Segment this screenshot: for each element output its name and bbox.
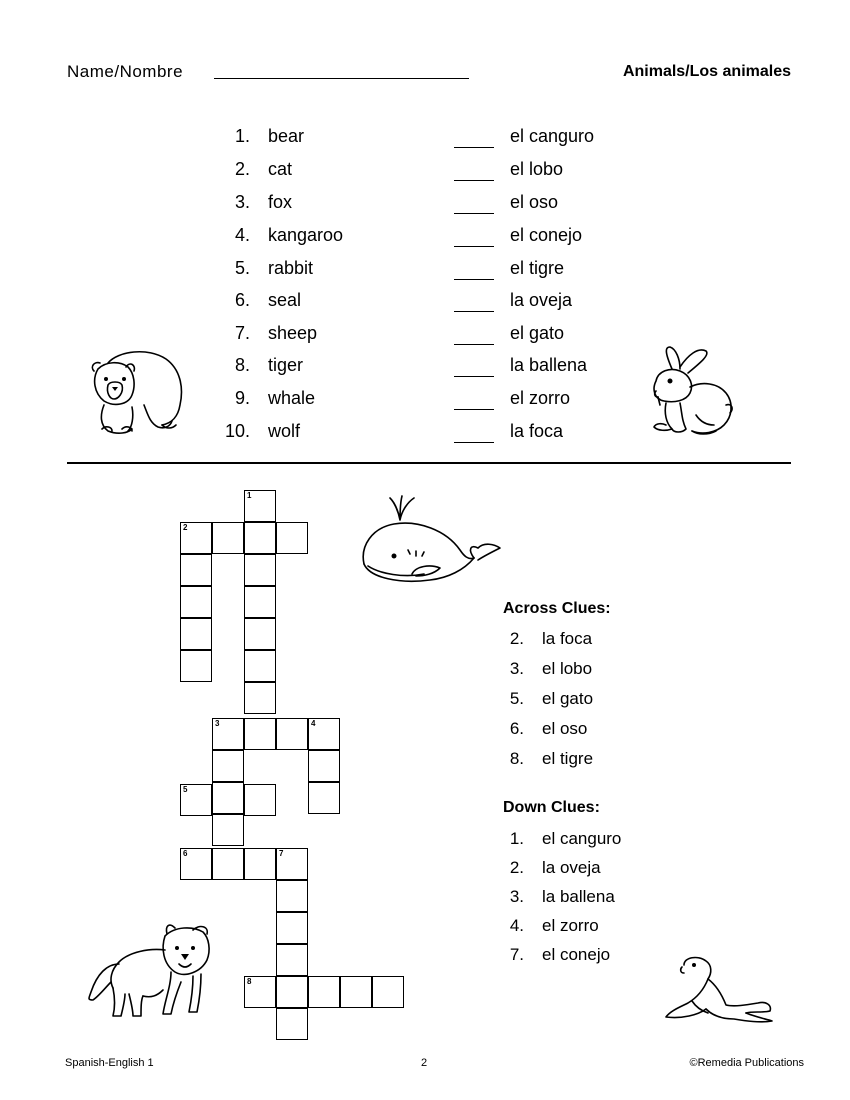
clue-number: 6: [183, 849, 188, 858]
clue-text: el tigre: [542, 749, 594, 768]
answer-blank[interactable]: [454, 180, 494, 181]
clue-text: la foca: [542, 629, 593, 648]
answer-blank[interactable]: [454, 279, 494, 280]
crossword-cell[interactable]: [180, 848, 212, 880]
clue-number: 7: [279, 849, 284, 858]
clue-text: la ballena: [542, 887, 615, 906]
spanish-word: la oveja: [510, 290, 573, 310]
crossword-cell[interactable]: [276, 976, 308, 1008]
page-title: Animals/Los animales: [622, 63, 791, 80]
clue-text: el zorro: [542, 916, 599, 935]
crossword-cell[interactable]: [244, 490, 276, 522]
answer-blank[interactable]: [454, 344, 494, 345]
spanish-word: el oso: [510, 192, 559, 212]
english-word: seal: [268, 290, 302, 310]
answer-blank[interactable]: [454, 409, 494, 410]
spanish-word: el zorro: [510, 388, 571, 408]
clue-num: 1.: [509, 829, 524, 848]
match-row: [0, 126, 850, 152]
answer-blank[interactable]: [454, 442, 494, 443]
answer-blank[interactable]: [454, 246, 494, 247]
clue-num: 3.: [509, 887, 524, 906]
crossword-cell[interactable]: [212, 782, 244, 814]
english-word: wolf: [268, 421, 301, 441]
wolf-icon: [85, 920, 220, 1020]
down-clues-title: Down Clues:: [503, 799, 600, 816]
crossword-cell[interactable]: [244, 718, 276, 750]
clue-num: 4.: [509, 916, 524, 935]
answer-blank[interactable]: [454, 311, 494, 312]
clue-num: 7.: [509, 945, 524, 964]
crossword-cell[interactable]: [244, 848, 276, 880]
clue-num: 6.: [509, 719, 524, 738]
english-word: rabbit: [268, 258, 314, 278]
spanish-word: el gato: [510, 323, 565, 343]
item-number: 7.: [234, 323, 250, 343]
crossword-cell[interactable]: [308, 750, 340, 782]
item-number: 3.: [234, 192, 250, 212]
crossword-cell[interactable]: [276, 718, 308, 750]
answer-blank[interactable]: [454, 213, 494, 214]
name-label: Name/Nombre: [67, 62, 184, 81]
spanish-word: el tigre: [510, 258, 565, 278]
crossword-cell[interactable]: [212, 750, 244, 782]
item-number: 9.: [234, 388, 250, 408]
footer-left: Spanish-English 1: [65, 1057, 154, 1069]
spanish-word: el lobo: [510, 159, 564, 179]
crossword-cell[interactable]: [180, 522, 212, 554]
crossword-cell[interactable]: [212, 718, 244, 750]
match-row: [0, 290, 850, 316]
crossword-cell[interactable]: [244, 682, 276, 714]
crossword-cell[interactable]: [308, 782, 340, 814]
crossword-cell[interactable]: [180, 650, 212, 682]
crossword-cell[interactable]: [180, 554, 212, 586]
crossword-cell[interactable]: [180, 618, 212, 650]
whale-icon: [360, 490, 505, 590]
crossword-cell[interactable]: [276, 944, 308, 976]
spanish-word: la foca: [510, 421, 564, 441]
crossword-cell[interactable]: [308, 976, 340, 1008]
english-word: bear: [268, 126, 305, 146]
clue-number: 4: [311, 719, 316, 728]
clue-text: el canguro: [542, 829, 622, 848]
crossword-cell[interactable]: [244, 650, 276, 682]
clue-number: 8: [247, 977, 252, 986]
item-number: 1.: [234, 126, 250, 146]
crossword-cell[interactable]: [276, 912, 308, 944]
crossword-cell[interactable]: [212, 522, 244, 554]
english-word: tiger: [268, 355, 304, 375]
crossword-cell[interactable]: [212, 814, 244, 846]
answer-blank[interactable]: [454, 147, 494, 148]
crossword-cell[interactable]: [244, 554, 276, 586]
item-number: 5.: [234, 258, 250, 278]
item-number: 10.: [224, 421, 250, 441]
crossword-cell[interactable]: [180, 586, 212, 618]
clue-number: 5: [183, 785, 188, 794]
item-number: 6.: [234, 290, 250, 310]
name-line[interactable]: [214, 78, 469, 79]
english-word: sheep: [268, 323, 318, 343]
crossword-cell[interactable]: [340, 976, 372, 1008]
bear-icon: [88, 345, 188, 437]
clue-num: 5.: [509, 689, 524, 708]
crossword-cell[interactable]: [372, 976, 404, 1008]
crossword-cell[interactable]: [180, 784, 212, 816]
clue-number: 1: [247, 491, 252, 500]
clue-num: 8.: [509, 749, 524, 768]
crossword-cell[interactable]: [244, 976, 276, 1008]
across-clues-title: Across Clues:: [503, 600, 611, 617]
seal-icon: [662, 955, 774, 1025]
crossword-cell[interactable]: [244, 586, 276, 618]
footer-right: ©Remedia Publications: [689, 1057, 804, 1069]
spanish-word: el canguro: [510, 126, 595, 146]
rabbit-icon: [636, 345, 736, 440]
crossword-cell[interactable]: [276, 522, 308, 554]
crossword-cell[interactable]: [244, 618, 276, 650]
english-word: cat: [268, 159, 293, 179]
clue-num: 2.: [509, 858, 524, 877]
match-row: [0, 225, 850, 251]
match-row: [0, 192, 850, 218]
crossword-cell[interactable]: [244, 784, 276, 816]
clue-number: 3: [215, 719, 220, 728]
match-row: [0, 159, 850, 185]
clue-num: 3.: [509, 659, 524, 678]
answer-blank[interactable]: [454, 376, 494, 377]
crossword-cell[interactable]: [308, 718, 340, 750]
clue-text: el conejo: [542, 945, 611, 964]
clue-text: el oso: [542, 719, 588, 738]
english-word: whale: [268, 388, 316, 408]
english-word: fox: [268, 192, 293, 212]
crossword-cell[interactable]: [276, 848, 308, 880]
page-number: 2: [421, 1057, 428, 1069]
crossword-cell[interactable]: [212, 848, 244, 880]
item-number: 2.: [234, 159, 250, 179]
crossword-cell[interactable]: [276, 880, 308, 912]
clue-num: 2.: [509, 629, 524, 648]
item-number: 4.: [234, 225, 250, 245]
section-divider: [67, 462, 791, 464]
crossword-cell[interactable]: [244, 522, 276, 554]
match-row: [0, 258, 850, 284]
clue-text: la oveja: [542, 858, 601, 877]
clue-text: el gato: [542, 689, 594, 708]
item-number: 8.: [234, 355, 250, 375]
english-word: kangaroo: [268, 225, 344, 245]
clue-text: el lobo: [542, 659, 593, 678]
spanish-word: el conejo: [510, 225, 583, 245]
spanish-word: la ballena: [510, 355, 588, 375]
clue-number: 2: [183, 523, 188, 532]
crossword-cell[interactable]: [276, 1008, 308, 1040]
